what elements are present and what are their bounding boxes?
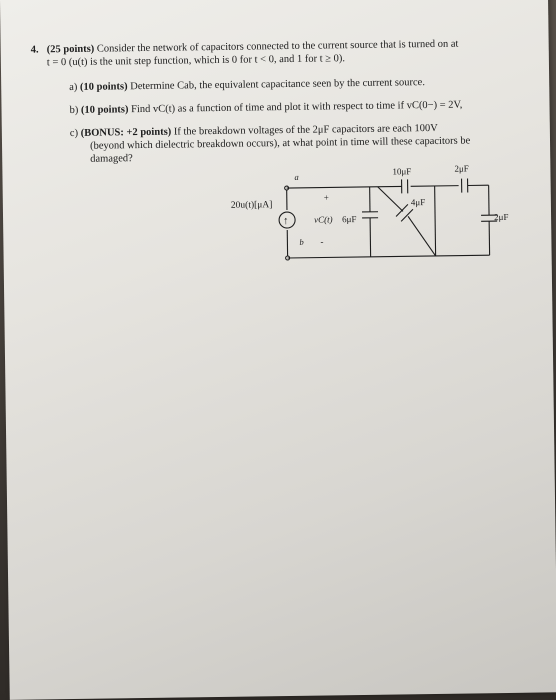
part-c-text-2: (beyond which dielectric breakdown occurs), at what point in time will these capacitors be xyxy=(89,135,471,152)
part-c-points: (BONUS: +2 points) xyxy=(80,126,172,139)
cap-6uf-label: 6μF xyxy=(342,214,357,225)
wire-bottom xyxy=(288,255,490,258)
part-b-text: Find vC(t) as a function of time and plot it with respect to time if vC(0−) = 2V, xyxy=(131,99,463,116)
problem-points: (25 points) xyxy=(46,43,95,56)
vc-minus-sign: - xyxy=(320,236,324,247)
problem-lead-text: Consider the network of capacitors connected to the current source that is turned on at xyxy=(96,38,459,55)
part-a-points: (10 points) xyxy=(79,81,128,93)
part-a-label: a) xyxy=(69,81,78,94)
vc-plus-sign: + xyxy=(323,192,329,203)
wire-6uf-bottom xyxy=(370,218,371,257)
source-label: 20u(t)[μA] xyxy=(230,200,273,211)
current-source-arrow: ↑ xyxy=(283,214,289,228)
part-a-text: Determine Cab, the equivalent capacitance seen by the current source. xyxy=(130,77,426,93)
node-b-label: b xyxy=(299,236,304,247)
part-b-label: b) xyxy=(69,104,79,117)
cap-4uf-label: 4μF xyxy=(410,197,426,208)
problem-number: 4. xyxy=(30,44,39,56)
cap-10uf-label: 10μF xyxy=(392,166,412,177)
part-c-text-3: damaged? xyxy=(90,153,133,165)
part-b-points: (10 points) xyxy=(80,104,129,116)
wire-diagonal-upper xyxy=(378,186,403,211)
part-c-label: c) xyxy=(69,127,79,140)
cap-2uf-right-label: 2μF xyxy=(494,211,509,223)
cap-2uf-top-label: 2μF xyxy=(454,163,469,174)
part-c-text-1: If the breakdown voltages of the 2μF capacitors are each 100V xyxy=(173,122,438,138)
wire-top-left xyxy=(287,186,402,188)
wire-diagonal-lower xyxy=(408,216,436,256)
node-a-label: a xyxy=(294,171,299,182)
problem-lead-line-2: t = 0 (u(t) is the unit step function, which is 0 for t < 0, and 1 for t ≥ 0). xyxy=(46,53,346,69)
wire-inner-vertical xyxy=(435,186,436,256)
vc-label: vC(t) xyxy=(314,214,333,225)
